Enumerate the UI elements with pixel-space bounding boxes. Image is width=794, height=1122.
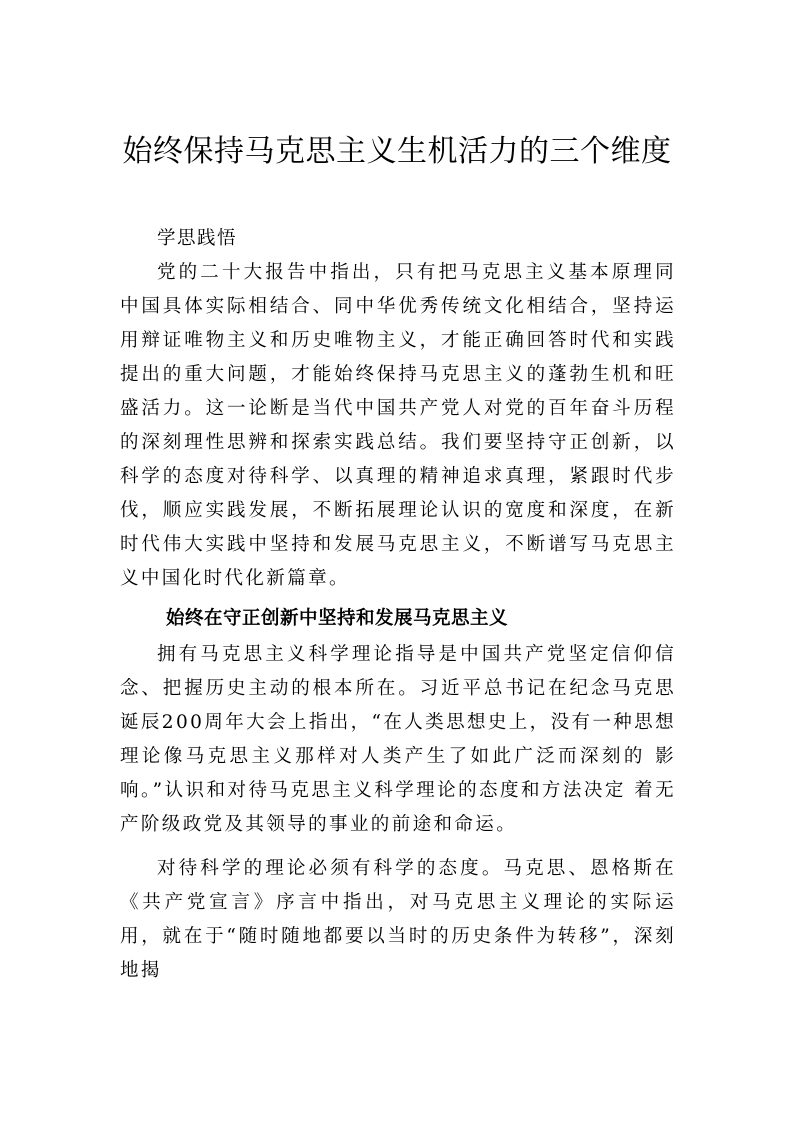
document-title: 始终保持马克思主义生机活力的三个维度 — [122, 134, 672, 169]
paragraph-section-1: 拥有马克思主义科学理论指导是中国共产党坚定信仰信念、把握历史主动的根本所在。习近平总书记在纪念马克思诞辰200周年大会上指出，“在人类思想史上，没有一种思想理论像马克思主义那样对人类产生了如此广泛而深刻的 影响。”认识和对待马克思主义科学理论的态度和方法决定 着无产阶级政党及其领导的事业的前途和命运。 — [120, 644, 676, 835]
document-body — [120, 222, 676, 988]
author-line: 学思践悟 — [157, 228, 238, 249]
paragraph-section-2: 对待科学的理论必须有科学的态度。马克思、恩格斯在《共产党宣言》序言中指出，对马克思主义理论的实际运用，就在于“随时随地都要以当时的历史条件为转移”，深刻地揭 — [120, 858, 676, 981]
paragraph-intro: 党的二十大报告中指出，只有把马克思主义基本原理同中国具体实际相结合、同中华优秀传统文化相结合，坚持运用辩证唯物主义和历史唯物主义，才能正确回答时代和实践提出的重大问题，才能始终保持马克思主义的蓬勃生机和旺盛活力。这一论断是当代中国共产党人对党的百年奋斗历程的深刻理性思辨和探索实践总结。我们要坚持守正创新，以科学的态度对待科学、以真理的精神追求真理，紧跟时代步伐，顺应实践发展，不断拓展理论认识的宽度和深度，在新时代伟大实践中坚持和发展马克思主义，不断谱写马克思主义中国化时代化新篇章。 — [120, 262, 676, 589]
section-heading: 始终在守正创新中坚持和发展马克思主义 — [166, 608, 509, 629]
